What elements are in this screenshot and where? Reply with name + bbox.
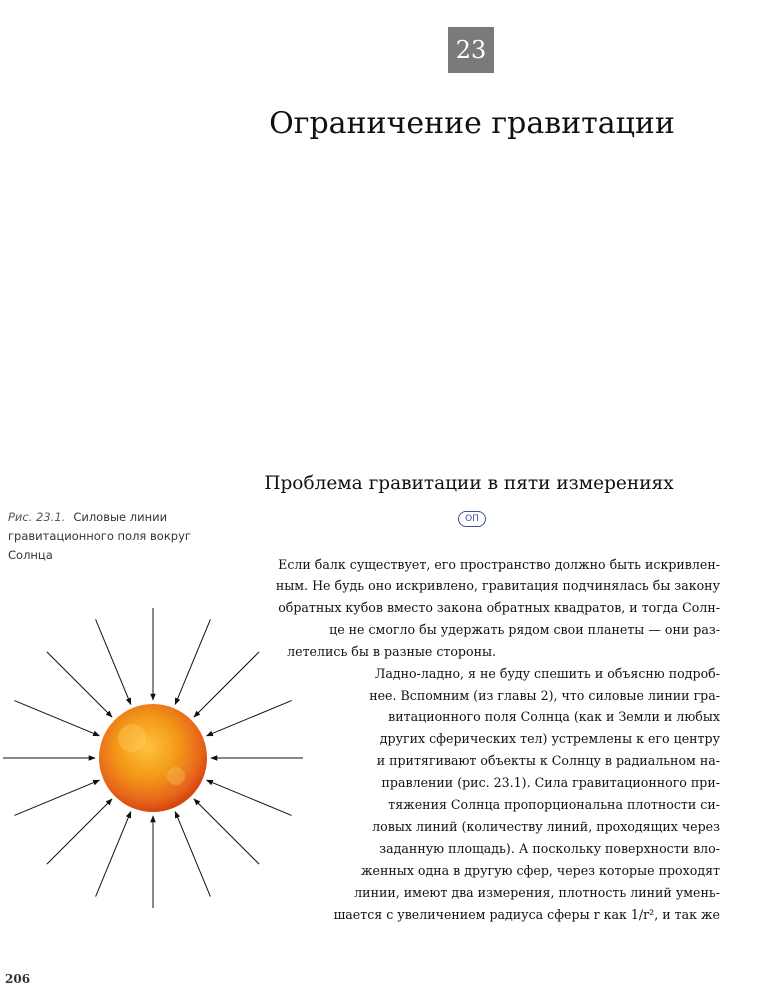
text-line: женных одна в другую сфер, через которые проходят xyxy=(360,863,720,878)
text-line: Ладно-ладно, я не буду спешить и объясню подроб- xyxy=(374,666,720,681)
text-line: витационного поля Солнца (как и Земли и любых xyxy=(388,709,720,724)
chapter-number-badge: 23 xyxy=(448,27,494,73)
text-line: обратных кубов вместо закона обратных квадратов, и тогда Солн- xyxy=(278,600,720,615)
field-line-arrow xyxy=(194,652,259,717)
field-line-arrow xyxy=(175,619,210,704)
field-line-arrow xyxy=(96,812,131,897)
text-line: правлении (рис. 23.1). Сила гравитационного при- xyxy=(381,775,720,790)
text-line: линии, имеют два измерения, плотность линий умень- xyxy=(354,885,720,900)
field-line-arrow xyxy=(207,780,292,815)
field-line-arrow xyxy=(47,799,112,864)
sun-highlight xyxy=(118,724,146,752)
text-line: заданную площадь). А поскольку поверхности вло- xyxy=(379,841,720,856)
sun-gravity-diagram xyxy=(0,0,320,920)
text-line: Если балк существует, его пространство должно быть искривлен- xyxy=(278,557,720,572)
text-line: ным. Не будь оно искривлено, гравитация подчинялась бы закону xyxy=(275,578,720,593)
field-line-arrow xyxy=(207,701,292,736)
sun-image xyxy=(99,704,207,812)
text-line: ловых линий (количеству линий, проходящих через xyxy=(372,819,720,834)
field-line-arrow xyxy=(194,799,259,864)
section-title: Проблема гравитации в пяти измерениях xyxy=(264,473,674,494)
field-line-arrow xyxy=(96,619,131,704)
text-line: це не смогло бы удержать рядом свои планеты — они раз- xyxy=(329,622,720,637)
text-line: тяжения Солнца пропорциональна плотности си- xyxy=(388,797,720,812)
field-line-arrow xyxy=(14,701,99,736)
field-line-arrow xyxy=(175,812,210,897)
text-line: и притягивают объекты к Солнцу в радиальном на- xyxy=(376,753,720,768)
text-line: нее. Вспомним (из главы 2), что силовые линии гра- xyxy=(369,688,720,703)
page-number: 206 xyxy=(5,972,31,986)
text-line: других сферических тел) устремлены к его центру xyxy=(379,731,720,746)
text-line: летелись бы в разные стороны. xyxy=(287,644,496,659)
text-line: шается с увеличением радиуса сферы r как 1/r², и так же xyxy=(333,907,720,922)
figure-label: Рис. 23.1. xyxy=(8,510,66,524)
chapter-title: Ограничение гравитации xyxy=(269,106,675,141)
field-line-arrow xyxy=(47,652,112,717)
sun-spot xyxy=(167,767,185,785)
figure-caption-text: Силовые линии гравитационного поля вокруг Солнца xyxy=(8,510,191,562)
field-line-arrow xyxy=(14,780,99,815)
op-badge: ОП xyxy=(458,511,486,527)
